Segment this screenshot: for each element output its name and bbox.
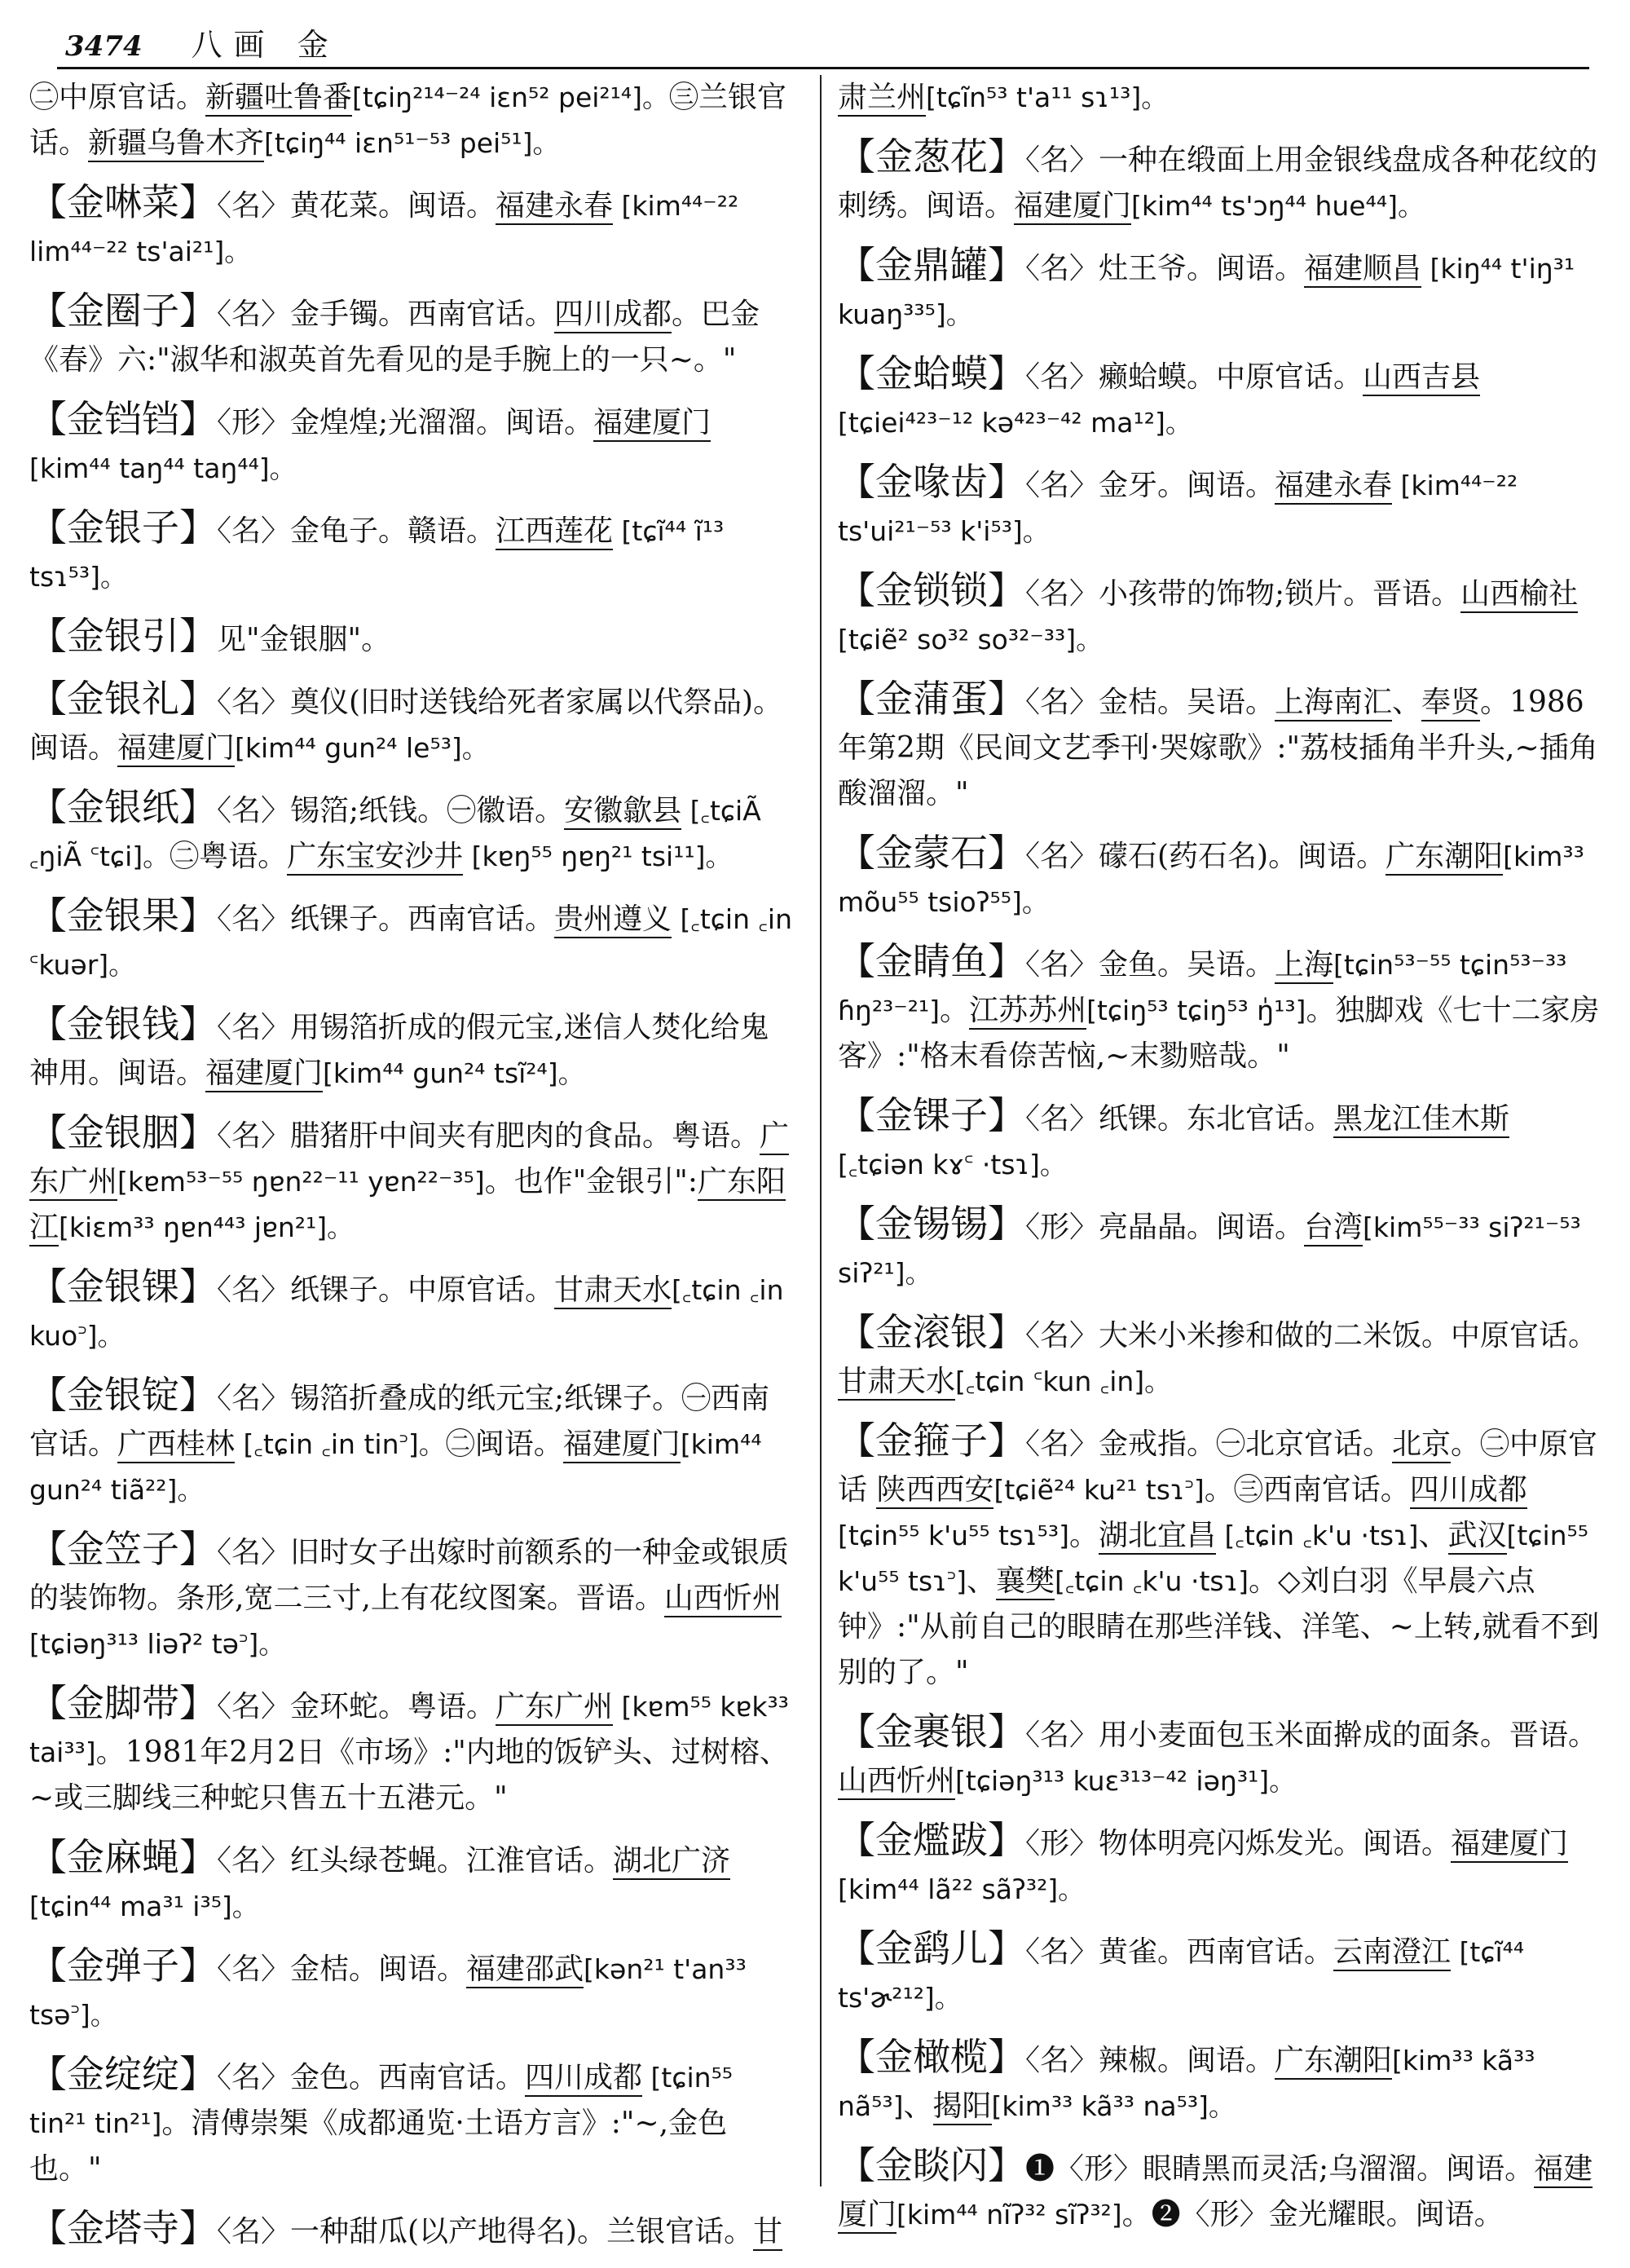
pronunciation: [tɕiŋ⁴⁴ iɛn⁵¹⁻⁵³ pei⁵¹]。: [264, 127, 560, 159]
pronunciation: [kən²¹ t'an³³ tsə꜄]。: [29, 1953, 747, 2031]
pronunciation: [tɕĩ⁴⁴ ĩ¹³ tsɿ⁵³]。: [29, 515, 725, 593]
dictionary-entry: [29, 613, 795, 663]
place-name: 湖北宜昌: [1099, 1519, 1216, 1555]
definition-text: 纸锞。东北官话。: [1099, 1102, 1334, 1136]
pronunciation: [kɐm⁵⁵ kɐk³³ tai³³]: [29, 1691, 789, 1768]
entry-headword: 【金银礼】: [29, 677, 217, 721]
place-name: 江西莲花: [496, 514, 613, 550]
definition-text: 。1981年2月2日《市场》:"内地的饭铲头、过树榕、~或三脚线三种蛇只售五十五港元。": [29, 1736, 789, 1815]
definition-text: 黄雀。西南官话。: [1099, 1935, 1334, 1969]
part-of-speech: 〈名〉: [1025, 469, 1099, 502]
dictionary-entry: [29, 1264, 795, 1359]
entry-headword: 【金银果】: [29, 894, 217, 938]
place-name: 广东广州: [496, 1690, 613, 1726]
dictionary-entry: [29, 1372, 795, 1513]
place-name: 四川成都: [1410, 1473, 1527, 1509]
part-of-speech: 〈名〉: [1025, 2044, 1099, 2077]
pronunciation: [tɕĩn⁵³ t'a¹¹ sɿ¹³]。: [926, 82, 1169, 113]
dictionary-entry: [838, 2034, 1604, 2129]
place-name: 新疆乌鲁木齐: [88, 126, 264, 162]
place-name: 北京: [1392, 1427, 1451, 1463]
part-of-speech: 〈名〉: [1025, 360, 1099, 394]
part-of-speech: 〈名〉: [217, 1119, 291, 1153]
definition-text: 奠仪(旧时送钱给死者家属以代祭品)。闽语。: [29, 686, 783, 765]
entry-headword: 【金睛鱼】: [838, 939, 1025, 983]
definition-text: 黄花菜。闽语。: [290, 189, 496, 223]
part-of-speech: 〈名〉: [217, 1690, 291, 1723]
page-number: 3474: [65, 30, 143, 63]
place-name: 甘肃天水: [554, 1273, 672, 1309]
definition-text: 金龟子。赣语。: [290, 514, 496, 548]
definition-text: 见"金银胭"。: [217, 623, 391, 656]
definition-text: 亮晶晶。闽语。: [1099, 1211, 1305, 1244]
place-name: 肃兰州: [838, 81, 926, 117]
page-header: [65, 20, 340, 63]
pronunciation: [kim⁴⁴ gun²⁴ tiã²²]。: [29, 1428, 762, 1506]
dictionary-entry: [838, 1817, 1604, 1913]
place-name: 武汉: [1448, 1519, 1507, 1555]
dictionary-entry: [838, 242, 1604, 338]
entry-headword: 【金圈子】: [29, 289, 217, 333]
header-rule: [57, 67, 1589, 69]
part-of-speech: 〈名〉: [217, 1844, 291, 1877]
place-name: 安徽歙县: [564, 794, 681, 830]
definition-text: 金戒指。㊀北京官话。: [1099, 1427, 1393, 1461]
entry-headword: 【金爁跋】: [838, 1818, 1025, 1862]
pronunciation: [kɐm⁵³⁻⁵⁵ ŋɐn²²⁻¹¹ yɐn²²⁻³⁵]: [117, 1166, 485, 1198]
entry-headword: 【金银纸】: [29, 785, 217, 829]
definition-text: 腊猪肝中间夹有肥肉的食品。粤语。: [290, 1119, 760, 1153]
dictionary-entry: [29, 1110, 795, 1251]
definition-text: 礞石(药石名)。闽语。: [1099, 840, 1386, 873]
entry-headword: 【金弹子】: [29, 1944, 217, 1988]
entry-headword: 【金铛铛】: [29, 397, 217, 441]
part-of-speech: 〈名〉: [217, 1382, 291, 1415]
definition-text: 。㊁中原官话: [838, 1427, 1598, 1507]
place-name: 山西吉县: [1363, 360, 1480, 396]
definition-text: 锡箔折叠成的纸元宝;纸锞子。㊀西南官话。: [29, 1382, 770, 1461]
definition-text: 一种甜瓜(以产地得名)。兰银官话。: [290, 2215, 754, 2248]
pronunciation: [꜀tɕin ꜀in tin꜄]。: [235, 1428, 446, 1460]
dictionary-entry: [29, 784, 795, 880]
dictionary-entry: [838, 1092, 1604, 1188]
entry-headword: 【金箍子】: [838, 1419, 1025, 1463]
place-name: 广西桂林: [117, 1427, 235, 1463]
place-name: 甘肃天水: [838, 1365, 955, 1401]
definition-text: 。巴金《春》六:"淑华和淑英首先看见的是手腕上的一只~。": [29, 298, 760, 377]
pronunciation: [tɕiẽ²⁴ ku²¹ tsɿ꜄]: [993, 1474, 1205, 1506]
dictionary-entry: [838, 134, 1604, 229]
definition-text: ㊁闽语。: [445, 1427, 563, 1461]
place-name: 福建永春: [496, 189, 613, 225]
place-name: 福建厦门: [205, 1057, 323, 1092]
entry-headword: 【金蒙石】: [838, 831, 1025, 875]
definition-text: 。◇刘白羽《早晨六点钟》:"从前自己的眼睛在那些洋钱、洋笔、~上转,就看不到别的了。": [838, 1564, 1600, 1689]
place-name: 广东宝安沙井: [287, 840, 463, 876]
part-of-speech: 〈名〉: [217, 1273, 291, 1307]
definition-text: 金牙。闽语。: [1099, 469, 1275, 502]
dictionary-entry: [29, 1001, 795, 1096]
pronunciation: [kim⁴⁴⁻²² lim⁴⁴⁻²² ts'ai²¹]。: [29, 190, 739, 267]
pronunciation: [kiŋ⁴⁴ t'iŋ³¹ kuaŋ³³⁵]。: [838, 253, 1575, 330]
entry-headword: 【金笠子】: [29, 1527, 217, 1571]
definition-text: 癞蛤蟆。中原官话。: [1099, 360, 1363, 394]
definition-text: 、: [1392, 686, 1422, 719]
definition-text: 。也作"金银引":: [484, 1165, 698, 1198]
pronunciation: [kiɛm³³ ŋɐn⁴⁴³ jɐn²¹]。: [59, 1211, 355, 1243]
part-of-speech: 〈形〉: [217, 406, 291, 439]
part-of-speech: 〈名〉: [1025, 1319, 1099, 1352]
definition-text: 金鱼。吴语。: [1099, 948, 1275, 982]
dictionary-entry: [29, 179, 795, 275]
pronunciation: [kim³³ kã³³ nã⁵³]: [838, 2045, 1535, 2122]
definition-text: 。清傅崇榘《成都通览·土语方言》:"~,金色也。": [29, 2107, 728, 2186]
dictionary-entry: [29, 1680, 795, 1821]
pronunciation: [tɕin⁵⁵ k'u⁵⁵ tsɿ꜄]: [838, 1520, 1589, 1597]
place-name: 广东潮阳: [1275, 2044, 1392, 2080]
dictionary-entry: [838, 75, 1604, 121]
definition-text: 、: [966, 1564, 996, 1598]
dictionary-entry: [29, 2051, 795, 2192]
dictionary-entry: [838, 351, 1604, 446]
entry-headword: 【金蛤蟆】: [838, 351, 1025, 395]
definition-text: 。❷〈形〉金光耀眼。闽语。: [1121, 2198, 1504, 2231]
pronunciation: [kim³³ kã³³ na⁵³]。: [991, 2090, 1236, 2122]
part-of-speech: 〈名〉: [217, 794, 291, 827]
place-name: 山西榆社: [1460, 577, 1578, 613]
place-name: 云南澄江: [1333, 1935, 1451, 1971]
definition-text: 金桔。闽语。: [290, 1953, 467, 1986]
definition-text: 红头绿苍蝇。江淮官话。: [290, 1844, 614, 1877]
dictionary-entry: [29, 288, 795, 383]
part-of-speech: 〈名〉: [217, 2215, 291, 2248]
place-name: 台湾: [1304, 1211, 1363, 1247]
pronunciation: [tɕiẽ² so³² so³²⁻³³]。: [838, 624, 1104, 655]
pronunciation: [tɕin⁵⁵ tin²¹ tin²¹]: [29, 2062, 734, 2139]
definition-text: 旧时女子出嫁时前额系的一种金或银质的装饰物。条形,宽二三寸,上有花纹图案。晋语。: [29, 1536, 790, 1615]
dictionary-entry: [29, 893, 795, 988]
dictionary-entry: [29, 1834, 795, 1930]
pronunciation: [tɕiŋ²¹⁴⁻²⁴ iɛn⁵² pei²¹⁴]。: [352, 82, 669, 113]
definition-text: 辣椒。闽语。: [1099, 2044, 1275, 2077]
entry-headword: 【金银子】: [29, 505, 217, 549]
entry-headword: 【金喙齿】: [838, 460, 1025, 504]
dictionary-entry: [838, 938, 1604, 1079]
dictionary-entry: [838, 1309, 1604, 1405]
entry-headword: 【金锞子】: [838, 1093, 1025, 1137]
pronunciation: [kɐŋ⁵⁵ ŋɐŋ²¹ tsi¹¹]。: [463, 841, 733, 872]
place-name: 四川成都: [554, 298, 672, 333]
entry-headword: 【金裹银】: [838, 1710, 1025, 1754]
definition-text: 。独脚戏《七十二家房客》:"格末看倷苦恼,~末勠赔哉。": [838, 994, 1600, 1073]
definition-text: 。㊂西南官话。: [1204, 1473, 1410, 1507]
dictionary-entry: [838, 1201, 1604, 1296]
part-of-speech: 〈名〉: [217, 1953, 291, 1986]
entry-headword: 【金麻蝇】: [29, 1835, 217, 1879]
definition-text: 、: [1418, 1519, 1448, 1552]
definition-text: 大米小米掺和做的二米饭。中原官话。: [1099, 1319, 1598, 1352]
definition-text: 。: [1069, 1519, 1099, 1552]
dictionary-entry: [838, 567, 1604, 663]
place-name: 福建厦门: [1451, 1827, 1568, 1863]
entry-headword: 【金银锭】: [29, 1373, 217, 1417]
pronunciation: [tɕiəŋ³¹³ liəʔ² tə꜄]。: [29, 1628, 286, 1660]
part-of-speech: 〈名〉: [1025, 686, 1099, 719]
pronunciation: [꜀tɕin ꜂kun ꜀in]。: [955, 1366, 1172, 1397]
dictionary-entry: [29, 396, 795, 492]
place-name: 新疆吐鲁番: [205, 81, 352, 117]
dictionary-entry: [838, 459, 1604, 554]
dictionary-entry: [29, 1943, 795, 2038]
definition-text: 金色。西南官话。: [290, 2061, 526, 2094]
entry-headword: 【金鼎罐】: [838, 243, 1025, 287]
dictionary-entry: [838, 2142, 1604, 2238]
place-name: 福建厦门: [117, 731, 235, 767]
definition-text: ㊂兰银官话。: [29, 81, 786, 160]
place-name: 奉贤: [1421, 686, 1480, 721]
definition-text: 、: [903, 2089, 933, 2123]
dictionary-entry: [29, 75, 795, 166]
pronunciation: [tɕin⁴⁴ ma³¹ i³⁵]。: [29, 1891, 259, 1922]
definition-text: 用小麦面包玉米面擀成的面条。晋语。: [1099, 1719, 1598, 1752]
place-name: 贵州遵义: [554, 902, 672, 938]
dictionary-entry: [838, 830, 1604, 925]
definition-text: 纸锞子。西南官话。: [290, 902, 555, 936]
part-of-speech: 〈名〉: [217, 686, 291, 719]
dictionary-entry: [838, 1926, 1604, 2021]
pronunciation: [kim³³ mõu⁵⁵ tsioʔ⁵⁵]。: [838, 841, 1584, 918]
part-of-speech: 〈名〉: [217, 298, 291, 331]
definition-text: 小孩带的饰物;锁片。晋语。: [1099, 577, 1461, 611]
definition-text: 金桔。吴语。: [1099, 686, 1275, 719]
pronunciation: [tɕiei⁴²³⁻¹² kə⁴²³⁻⁴² ma¹²]。: [838, 407, 1192, 439]
place-name: 山西忻州: [838, 1764, 955, 1800]
dictionary-entry: [838, 1709, 1604, 1804]
place-name: 福建厦门: [838, 2152, 1593, 2234]
pronunciation: [tɕiŋ⁵³ tɕiŋ⁵³ ŋ̍¹³]: [1086, 995, 1306, 1026]
place-name: 黑龙江佳木斯: [1333, 1102, 1509, 1138]
part-of-speech: 〈名〉: [217, 1536, 291, 1569]
pronunciation: [꜀tɕin ꜀in ꜂kuər]。: [29, 903, 792, 981]
part-of-speech: 〈名〉: [1025, 252, 1099, 285]
part-of-speech: 〈名〉: [1025, 143, 1099, 177]
part-of-speech: 〈名〉: [1025, 1102, 1099, 1136]
entry-headword: 【金葱花】: [838, 135, 1025, 179]
place-name: 江苏苏州: [969, 994, 1086, 1030]
part-of-speech: 〈形〉: [1025, 1211, 1099, 1244]
entry-headword: 【金蒲蛋】: [838, 677, 1025, 721]
definition-text: ❶〈形〉眼睛黑而灵活;乌溜溜。闽语。: [1025, 2152, 1535, 2186]
part-of-speech: 〈名〉: [217, 514, 291, 548]
dictionary-entry: [29, 505, 795, 600]
part-of-speech: 〈名〉: [1025, 577, 1099, 611]
left-column: [29, 75, 795, 2268]
entry-headword: 【金银钱】: [29, 1002, 217, 1046]
entry-headword: 【金滚银】: [838, 1310, 1025, 1354]
definition-text: 金手镯。西南官话。: [290, 298, 555, 331]
pronunciation: [kim⁴⁴ nĩʔ³² sĩʔ³²]: [896, 2199, 1122, 2230]
pronunciation: [꜀tɕin ꜀k'u ·tsɿ]: [1055, 1565, 1249, 1597]
dictionary-entry: [838, 676, 1604, 817]
place-name: 福建邵武: [466, 1953, 584, 1988]
definition-text: 用锡箔折成的假元宝,迷信人焚化给鬼神用。闽语。: [29, 1011, 769, 1090]
entry-headword: 【金绽绽】: [29, 2052, 217, 2096]
place-name: 福建厦门: [563, 1427, 681, 1463]
definition-text: 。1986年第2期《民间文艺季刊·哭嫁歌》:"荔枝插角半升头,~插角酸溜溜。": [838, 686, 1598, 810]
place-name: 陕西西安: [876, 1473, 993, 1509]
pronunciation: [kim⁴⁴ taŋ⁴⁴ taŋ⁴⁴]。: [29, 452, 297, 484]
entry-headword: 【金脚带】: [29, 1681, 217, 1725]
place-name: 四川成都: [525, 2061, 642, 2097]
place-name: 福建厦门: [1014, 189, 1131, 225]
pronunciation: [꜀tɕiÃ ꜀ŋiÃ ꜂tɕi]。: [29, 795, 761, 872]
part-of-speech: 〈名〉: [1025, 1427, 1099, 1461]
place-name: 上海: [1275, 948, 1333, 984]
part-of-speech: 〈名〉: [1025, 948, 1099, 982]
definition-text: 金煌煌;光溜溜。闽语。: [290, 406, 594, 439]
entry-headword: 【金银锞】: [29, 1264, 217, 1308]
place-name: 揭阳: [933, 2089, 992, 2125]
definition-text: ㊁粤语。: [170, 840, 288, 873]
entry-headword: 【金银引】: [29, 614, 217, 658]
place-name: 甘: [753, 2215, 782, 2251]
entry-headword: 【金塔寺】: [29, 2206, 217, 2250]
part-of-speech: 〈名〉: [217, 2061, 291, 2094]
definition-text: 纸锞子。中原官话。: [290, 1273, 555, 1307]
pronunciation: [kim⁴⁴ lã²² sãʔ³²]。: [838, 1873, 1086, 1905]
part-of-speech: 〈名〉: [1025, 1719, 1099, 1752]
entry-headword: 【金橄榄】: [838, 2035, 1025, 2079]
entry-headword: 【金鹞儿】: [838, 1926, 1025, 1970]
pronunciation: [꜀tɕiən kɤ꜂ ·tsɿ]。: [838, 1149, 1067, 1180]
definition-text: 金环蛇。粤语。: [290, 1690, 496, 1723]
entry-headword: 【金锡锡】: [838, 1202, 1025, 1246]
place-name: 广东广州: [29, 1119, 789, 1201]
definition-text: 灶王爷。闽语。: [1099, 252, 1305, 285]
entry-headword: 【金银胭】: [29, 1110, 217, 1154]
definition-text: 一种在缎面上用金银线盘成各种花纹的刺绣。闽语。: [838, 143, 1598, 223]
pronunciation: [tɕin⁵⁵ k'u⁵⁵ tsɿ⁵³]: [838, 1520, 1069, 1551]
entry-headword: 【金啉菜】: [29, 180, 217, 224]
pronunciation: [kim⁴⁴ gun²⁴ tsĩ²⁴]。: [323, 1057, 585, 1089]
place-name: 上海南汇: [1275, 686, 1392, 721]
part-of-speech: 〈名〉: [217, 902, 291, 936]
place-name: 湖北广济: [613, 1844, 730, 1880]
part-of-speech: 〈形〉: [1025, 1827, 1099, 1860]
pronunciation: [kim⁵⁵⁻³³ siʔ²¹⁻⁵³ siʔ²¹]。: [838, 1211, 1581, 1289]
pronunciation: [tɕĩ⁴⁴ ts'ɚ²¹²]。: [838, 1936, 1525, 2014]
part-of-speech: 〈名〉: [217, 1011, 291, 1044]
pronunciation: [꜀tɕin ꜀in kuo꜄]。: [29, 1274, 784, 1352]
pronunciation: [tɕin⁵³⁻⁵⁵ tɕin⁵³⁻³³ ɦŋ²³⁻²¹]: [838, 949, 1567, 1026]
definition-text: 锡箔;纸钱。㊀徽语。: [290, 794, 565, 827]
pronunciation: [kim⁴⁴ ts'ɔŋ⁴⁴ hue⁴⁴]。: [1131, 190, 1425, 222]
pronunciation: [꜀tɕin ꜀k'u ·tsɿ]: [1216, 1520, 1419, 1551]
right-column: [838, 75, 1604, 2251]
dictionary-entry: [29, 2205, 795, 2255]
definition-text: 物体明亮闪烁发光。闽语。: [1099, 1827, 1452, 1860]
dictionary-entry: [29, 676, 795, 771]
place-name: 广东潮阳: [1386, 840, 1503, 876]
pronunciation: [tɕiəŋ³¹³ kuɛ³¹³⁻⁴² iəŋ³¹]。: [955, 1765, 1297, 1797]
place-name: 福建永春: [1275, 469, 1392, 505]
part-of-speech: 〈名〉: [1025, 840, 1099, 873]
definition-text: 。: [940, 994, 970, 1027]
entry-headword: 【金睒闪】: [838, 2143, 1025, 2187]
section-title: 八画 金: [191, 27, 340, 63]
definition-text: ㊁中原官话。: [29, 81, 206, 114]
dictionary-entry: [838, 1418, 1604, 1696]
place-name: 福建厦门: [593, 406, 711, 442]
place-name: 山西忻州: [664, 1582, 782, 1617]
part-of-speech: 〈名〉: [217, 189, 291, 223]
pronunciation: [kim⁴⁴⁻²² ts'ui²¹⁻⁵³ k'i⁵³]。: [838, 470, 1518, 547]
part-of-speech: 〈名〉: [1025, 1935, 1099, 1969]
dictionary-entry: [29, 1526, 795, 1667]
place-name: 广东阳江: [29, 1165, 786, 1247]
entry-headword: 【金锁锁】: [838, 568, 1025, 612]
column-divider: [820, 75, 822, 2186]
pronunciation: [kim⁴⁴ gun²⁴ le⁵³]。: [235, 732, 489, 764]
place-name: 襄樊: [996, 1564, 1055, 1600]
place-name: 福建顺昌: [1304, 252, 1421, 288]
